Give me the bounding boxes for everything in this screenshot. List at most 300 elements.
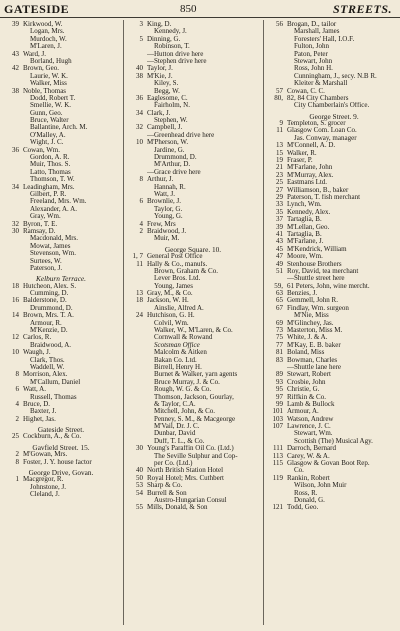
entry-name: Brogan, D., tailor bbox=[287, 21, 337, 28]
entry-name: Gray, Wm. bbox=[30, 213, 61, 221]
directory-entry bbox=[4, 364, 118, 371]
house-number bbox=[128, 364, 147, 371]
directory-entry bbox=[268, 142, 400, 149]
directory-entry bbox=[268, 394, 400, 401]
entry-name: Kennedy, Alex. bbox=[287, 208, 331, 216]
house-number bbox=[4, 191, 23, 198]
directory-entry bbox=[268, 246, 400, 253]
house-number: 89 bbox=[276, 370, 283, 379]
entry-name: Robinson, T. bbox=[154, 43, 190, 51]
entry-name: M'Gowan, Mrs. bbox=[23, 451, 68, 459]
header-rule bbox=[0, 17, 400, 18]
entry-name: M'Kay, E. B. baker bbox=[287, 341, 341, 349]
directory-entry bbox=[268, 194, 400, 201]
house-number: 101 bbox=[272, 407, 283, 416]
house-number: 11 bbox=[136, 259, 143, 268]
house-number bbox=[4, 258, 23, 265]
house-number: 8 bbox=[15, 370, 19, 379]
house-number: 8 bbox=[139, 175, 143, 184]
directory-entry bbox=[268, 28, 400, 35]
directory-entry bbox=[268, 497, 400, 504]
entry-name: Gunn, Geo. bbox=[30, 109, 63, 117]
entry-name: Lamb & Bullock bbox=[287, 400, 335, 408]
entry-name: Young, James bbox=[154, 282, 193, 290]
directory-entry bbox=[268, 475, 400, 482]
directory-entry bbox=[268, 36, 400, 43]
entry-name: M'Farlane, John bbox=[287, 164, 333, 172]
house-number: 40 bbox=[136, 64, 143, 73]
house-number: 54 bbox=[136, 488, 143, 497]
house-number bbox=[268, 51, 287, 58]
directory-entry bbox=[268, 408, 400, 415]
entry-name: M'Vail, Dr. J. C. bbox=[154, 423, 200, 431]
directory-entry bbox=[128, 394, 258, 401]
directory-entry bbox=[268, 379, 400, 386]
directory-entry bbox=[4, 334, 118, 341]
directory-entry bbox=[128, 305, 258, 312]
directory-entry bbox=[268, 386, 400, 393]
entry-name: Eaglesome, C. bbox=[147, 94, 188, 102]
house-number: 6 bbox=[15, 385, 19, 394]
directory-entry bbox=[268, 120, 400, 127]
entry-name: Gilbert, P. R. bbox=[30, 190, 67, 198]
entry-name: Walker, R. bbox=[287, 149, 317, 157]
section-heading bbox=[268, 113, 400, 120]
directory-entry bbox=[4, 258, 118, 265]
house-number: 18 bbox=[136, 296, 143, 305]
house-number: 36 bbox=[136, 93, 143, 102]
section-heading-text: Kelburn Terrace. bbox=[36, 274, 86, 284]
entry-name: Foster, J. Y. house factor bbox=[23, 458, 92, 466]
directory-entry bbox=[128, 342, 258, 349]
directory-entry bbox=[128, 475, 258, 482]
column-divider bbox=[263, 20, 264, 625]
house-number bbox=[128, 268, 147, 275]
house-number: 83 bbox=[276, 355, 283, 364]
directory-entry bbox=[268, 80, 400, 87]
house-number: 34 bbox=[136, 108, 143, 117]
house-number: 23 bbox=[276, 170, 283, 179]
house-number: 30 bbox=[136, 444, 143, 453]
directory-entry bbox=[268, 334, 400, 341]
entry-name: Rankin, Robert bbox=[287, 474, 330, 482]
house-number bbox=[128, 161, 147, 168]
directory-entry bbox=[128, 147, 258, 154]
house-number bbox=[4, 28, 23, 35]
entry-name: City Chamberlain's Office. bbox=[294, 102, 370, 110]
house-number bbox=[128, 80, 147, 87]
directory-entry bbox=[128, 65, 258, 72]
directory-entry bbox=[128, 58, 258, 65]
entry-name: Muir, M. bbox=[154, 235, 180, 243]
house-number bbox=[4, 206, 23, 213]
house-number bbox=[128, 51, 147, 58]
entry-name: Campbell, J. bbox=[147, 124, 183, 132]
house-number bbox=[128, 342, 147, 349]
directory-entry bbox=[128, 261, 258, 268]
entry-name: Armour, R. bbox=[30, 319, 62, 327]
house-number bbox=[4, 102, 23, 109]
entry-name: Johnstone, J. bbox=[30, 483, 66, 491]
entry-name: Brown, Mrs. T. A. bbox=[23, 312, 74, 320]
house-number bbox=[4, 243, 23, 250]
directory-entry bbox=[4, 283, 118, 290]
directory-entry bbox=[128, 497, 258, 504]
house-number: 38 bbox=[12, 86, 19, 95]
house-number bbox=[128, 28, 147, 35]
house-number: 49 bbox=[276, 259, 283, 268]
directory-entry bbox=[4, 184, 118, 191]
entry-name: Boland, Miss bbox=[287, 349, 325, 357]
directory-entry bbox=[268, 43, 400, 50]
directory-entry bbox=[4, 228, 118, 235]
entry-name: Morrison, Alex. bbox=[23, 371, 68, 379]
house-number: 8 bbox=[15, 457, 19, 466]
entry-name: M'Pherson, W. bbox=[147, 139, 189, 147]
entry-name: M'Arthur, D. bbox=[154, 161, 191, 169]
entry-name: Mowat, James bbox=[30, 242, 71, 250]
house-number bbox=[128, 147, 147, 154]
house-number: 81 bbox=[276, 348, 283, 357]
directory-entry bbox=[128, 117, 258, 124]
directory-entry bbox=[128, 504, 258, 511]
entry-name: Dodd, Robert T. bbox=[30, 94, 76, 102]
directory-entry bbox=[4, 198, 118, 205]
directory-entry bbox=[4, 235, 118, 242]
entry-name: Findlay, Wm. surgeon bbox=[287, 304, 349, 312]
house-number bbox=[4, 364, 23, 371]
house-number: 37 bbox=[276, 215, 283, 224]
entry-name: Kirkwood, W. bbox=[23, 21, 63, 28]
house-number: 4 bbox=[139, 219, 143, 228]
directory-entry bbox=[4, 191, 118, 198]
entry-name: Ward, J. bbox=[23, 50, 46, 58]
entry-name: White, J. & A. bbox=[287, 334, 328, 342]
house-number bbox=[4, 154, 23, 161]
house-number: 19 bbox=[276, 156, 283, 165]
entry-name: Stenhouse Brothers bbox=[287, 260, 342, 268]
entry-name: Smellie, W. K. bbox=[30, 102, 72, 110]
entry-name: Moore, Wm. bbox=[287, 253, 323, 261]
directory-entry bbox=[4, 206, 118, 213]
directory-entry bbox=[268, 453, 400, 460]
entry-name: Austro-Hungarian Consul bbox=[154, 497, 227, 504]
directory-entry bbox=[268, 216, 400, 223]
house-number: 97 bbox=[276, 392, 283, 401]
directory-entry bbox=[128, 320, 258, 327]
house-number: 6 bbox=[139, 197, 143, 206]
house-number: 43 bbox=[276, 237, 283, 246]
directory-entry bbox=[128, 154, 258, 161]
house-number bbox=[4, 320, 23, 327]
house-number bbox=[268, 482, 287, 489]
house-number: 65 bbox=[276, 296, 283, 305]
house-number: 75 bbox=[276, 333, 283, 342]
entry-name: M'Murray, Alex. bbox=[287, 171, 334, 179]
directory-entry bbox=[4, 459, 118, 466]
house-number: 33 bbox=[276, 200, 283, 209]
directory-entry bbox=[268, 179, 400, 186]
directory-entry bbox=[4, 484, 118, 491]
section-heading bbox=[128, 246, 258, 253]
directory-entry bbox=[268, 58, 400, 65]
entry-name: Paterson, J. bbox=[30, 264, 63, 272]
directory-entry bbox=[128, 124, 258, 131]
directory-entry bbox=[128, 482, 258, 489]
house-number bbox=[128, 43, 147, 50]
house-number: 111 bbox=[273, 444, 283, 453]
house-number bbox=[268, 58, 287, 65]
house-number: 29 bbox=[276, 192, 283, 201]
directory-entry bbox=[4, 394, 118, 401]
house-number bbox=[128, 184, 147, 191]
entry-name: Byron, T. E. bbox=[23, 220, 58, 228]
house-number: 80, bbox=[274, 93, 283, 102]
entry-name: —Shuttle lane here bbox=[287, 363, 342, 371]
directory-entry bbox=[128, 290, 258, 297]
directory-entry bbox=[4, 408, 118, 415]
column-divider bbox=[123, 20, 124, 625]
directory-entry bbox=[268, 504, 400, 511]
house-number: 5 bbox=[139, 34, 143, 43]
house-number: 2 bbox=[139, 226, 143, 235]
entry-name: Glasgow & Govan Boot Rep. bbox=[287, 460, 370, 468]
entry-name: Paterson, T. fish merchant bbox=[287, 193, 361, 201]
entry-name: Hutcheon, Alex. S. bbox=[23, 282, 77, 290]
directory-entry bbox=[4, 312, 118, 319]
house-number bbox=[268, 65, 287, 72]
entry-name: M'Callum, Daniel bbox=[30, 378, 81, 386]
house-number bbox=[268, 102, 287, 109]
house-number: 93 bbox=[276, 377, 283, 386]
house-number: 77 bbox=[276, 340, 283, 349]
entry-name: 82, 84 City Chambers bbox=[287, 94, 349, 102]
directory-entry bbox=[4, 51, 118, 58]
house-number bbox=[128, 191, 147, 198]
entry-name: Taylor, G. bbox=[154, 205, 183, 213]
house-number bbox=[4, 379, 23, 386]
house-number: 34 bbox=[12, 182, 19, 191]
entry-name: Young, G. bbox=[154, 213, 183, 221]
entry-name: Brown, Geo. bbox=[23, 65, 59, 73]
house-number: 121 bbox=[272, 503, 283, 512]
house-number bbox=[4, 124, 23, 131]
entry-name: Paton, Peter bbox=[294, 50, 328, 58]
entry-name: Freeland, Mrs. Wm. bbox=[30, 198, 87, 206]
house-number bbox=[268, 36, 287, 43]
entry-name: Kiley, S. bbox=[154, 80, 179, 88]
directory-entry bbox=[128, 445, 258, 452]
directory-entry bbox=[4, 290, 118, 297]
entry-name: M'Kenzie, D. bbox=[30, 327, 68, 335]
directory-entry bbox=[128, 28, 258, 35]
entry-name: Cunningham, J., secy. N.B R. bbox=[294, 72, 377, 80]
house-number: 18 bbox=[12, 281, 19, 290]
directory-entry bbox=[4, 491, 118, 498]
house-number bbox=[4, 408, 23, 415]
directory-entry bbox=[4, 102, 118, 109]
house-number bbox=[4, 394, 23, 401]
entry-name: Bowman, Charles bbox=[287, 356, 338, 364]
house-number: 16 bbox=[12, 296, 19, 305]
entry-name: Thomson, Jackson, Gourlay, bbox=[154, 393, 234, 401]
entry-name: Riffkin & Co. bbox=[287, 393, 326, 401]
directory-entry bbox=[268, 51, 400, 58]
entry-name: Braidwood, A. bbox=[30, 341, 72, 349]
directory-entry bbox=[268, 349, 400, 356]
directory-entry bbox=[268, 224, 400, 231]
directory-entry bbox=[268, 460, 400, 467]
house-number: 103 bbox=[272, 414, 283, 423]
directory-entry bbox=[268, 275, 400, 282]
entry-name: Stevenson, Wm. bbox=[30, 250, 76, 258]
directory-entry bbox=[128, 43, 258, 50]
directory-entry bbox=[268, 127, 400, 134]
directory-entry bbox=[128, 139, 258, 146]
house-number: 11 bbox=[276, 126, 283, 135]
house-number bbox=[4, 198, 23, 205]
house-number bbox=[4, 250, 23, 257]
entry-name: Laurie, W. K. bbox=[30, 72, 68, 80]
directory-entry bbox=[4, 154, 118, 161]
directory-entry bbox=[128, 206, 258, 213]
entry-name: Surtees, W. bbox=[30, 257, 62, 265]
house-number: 99 bbox=[276, 399, 283, 408]
directory-entry bbox=[128, 88, 258, 95]
directory-entry bbox=[4, 416, 118, 423]
directory-entry bbox=[4, 386, 118, 393]
house-number bbox=[268, 430, 287, 437]
entry-name: Ross, John H. bbox=[294, 65, 333, 73]
house-number bbox=[268, 73, 287, 80]
house-number: 43 bbox=[12, 49, 19, 58]
directory-entry bbox=[128, 132, 258, 139]
entry-name: Burrell & Son bbox=[147, 489, 187, 497]
house-number bbox=[128, 430, 147, 437]
entry-name: Fraser, P. bbox=[287, 157, 313, 165]
house-number bbox=[128, 379, 147, 386]
directory-entry bbox=[128, 327, 258, 334]
directory-entry bbox=[128, 379, 258, 386]
entry-name: Mitchell, John, & Co. bbox=[154, 408, 216, 416]
house-number bbox=[128, 416, 147, 423]
directory-entry bbox=[128, 253, 258, 260]
directory-entry bbox=[128, 110, 258, 117]
directory-entry bbox=[4, 36, 118, 43]
directory-entry bbox=[128, 191, 258, 198]
entry-name: Waugh, J. bbox=[23, 349, 51, 357]
entry-name: Penney, S. M., & Macgeorge bbox=[154, 415, 236, 423]
entry-name: Hannah, R. bbox=[154, 183, 186, 191]
entry-name: Armour, A. bbox=[287, 408, 319, 416]
directory-entry bbox=[4, 80, 118, 87]
entry-name: Masterton, Miss M. bbox=[287, 327, 343, 335]
house-number bbox=[128, 275, 147, 282]
directory-entry bbox=[128, 349, 258, 356]
entry-name: Jackson, W. H. bbox=[147, 297, 189, 305]
entry-name: Bakan Co. Ltd. bbox=[154, 356, 197, 364]
entry-name: Ramsay, D. bbox=[23, 227, 56, 235]
entry-name: Young's Paraffin Oil Co. (Ltd.) bbox=[147, 445, 234, 453]
house-number: 95 bbox=[276, 385, 283, 394]
entry-name: —Stephen drive here bbox=[147, 57, 207, 65]
page-header bbox=[0, 0, 400, 20]
house-number bbox=[128, 349, 147, 356]
section-heading-text: George Square. 10. bbox=[164, 244, 222, 254]
entry-name: Gray, M., & Co. bbox=[147, 290, 193, 298]
house-number: 15 bbox=[276, 148, 283, 157]
entry-name: Gordon, A. R. bbox=[30, 154, 70, 162]
entry-name: M'Laren, J. bbox=[30, 43, 62, 51]
entry-name: Birrell, Henry H. bbox=[154, 363, 202, 371]
house-number bbox=[128, 235, 147, 242]
directory-entry bbox=[268, 88, 400, 95]
directory-entry bbox=[4, 117, 118, 124]
house-number bbox=[128, 401, 147, 408]
entry-name: Fairholm, N. bbox=[154, 102, 190, 110]
directory-entry bbox=[128, 386, 258, 393]
house-number: 14 bbox=[12, 311, 19, 320]
entry-name: Jas. Conway, manager bbox=[294, 134, 357, 142]
directory-entry bbox=[4, 161, 118, 168]
directory-entry bbox=[128, 169, 258, 176]
directory-entry bbox=[268, 342, 400, 349]
entry-name: The Seville Sulphur and Cop- bbox=[154, 452, 238, 460]
directory-entry bbox=[4, 88, 118, 95]
directory-entry bbox=[4, 401, 118, 408]
directory-entry bbox=[268, 364, 400, 371]
house-number: 69 bbox=[276, 318, 283, 327]
directory-entry bbox=[268, 467, 400, 474]
entry-name: Macgregor, R. bbox=[23, 476, 64, 484]
entry-name: Latto, Thomas bbox=[30, 168, 71, 176]
entry-name: 61 Peters, John, wine mercht. bbox=[287, 282, 370, 290]
entry-name: Gemmell, John R. bbox=[287, 297, 338, 305]
house-number: 32 bbox=[12, 219, 19, 228]
directory-entry bbox=[4, 65, 118, 72]
entry-name: M'Connell, A. D. bbox=[287, 142, 336, 150]
entry-name: Todd, Geo. bbox=[287, 504, 319, 512]
directory-entry bbox=[268, 482, 400, 489]
directory-entry bbox=[4, 305, 118, 312]
house-number: 115 bbox=[272, 459, 283, 468]
directory-entry bbox=[4, 371, 118, 378]
house-number bbox=[128, 423, 147, 430]
house-number: 107 bbox=[272, 422, 283, 431]
directory-entry bbox=[128, 283, 258, 290]
entry-name: Walker, W., M'Laren, & Co. bbox=[154, 327, 233, 335]
directory-entry bbox=[128, 51, 258, 58]
house-number: 39 bbox=[12, 20, 19, 28]
directory-entry bbox=[128, 221, 258, 228]
directory-entry bbox=[128, 275, 258, 282]
directory-entry bbox=[128, 453, 258, 460]
running-head-left: GATESIDE bbox=[4, 2, 70, 16]
house-number: 3 bbox=[139, 20, 143, 28]
directory-entry bbox=[4, 28, 118, 35]
directory-entry bbox=[268, 423, 400, 430]
page-number: 850 bbox=[180, 3, 197, 15]
entry-name: Cleland, J. bbox=[30, 491, 60, 499]
entry-name: Ballantine, Arch. M. bbox=[30, 124, 88, 132]
directory-entry bbox=[268, 187, 400, 194]
entry-name: Eastmans Ltd. bbox=[287, 179, 328, 187]
directory-entry bbox=[128, 268, 258, 275]
directory-entry bbox=[268, 209, 400, 216]
entry-name: Braidwood, J. bbox=[147, 227, 187, 235]
entry-name: Malcolm & Aitken bbox=[154, 349, 207, 357]
entry-name: per Co. (Ltd.) bbox=[154, 460, 193, 468]
